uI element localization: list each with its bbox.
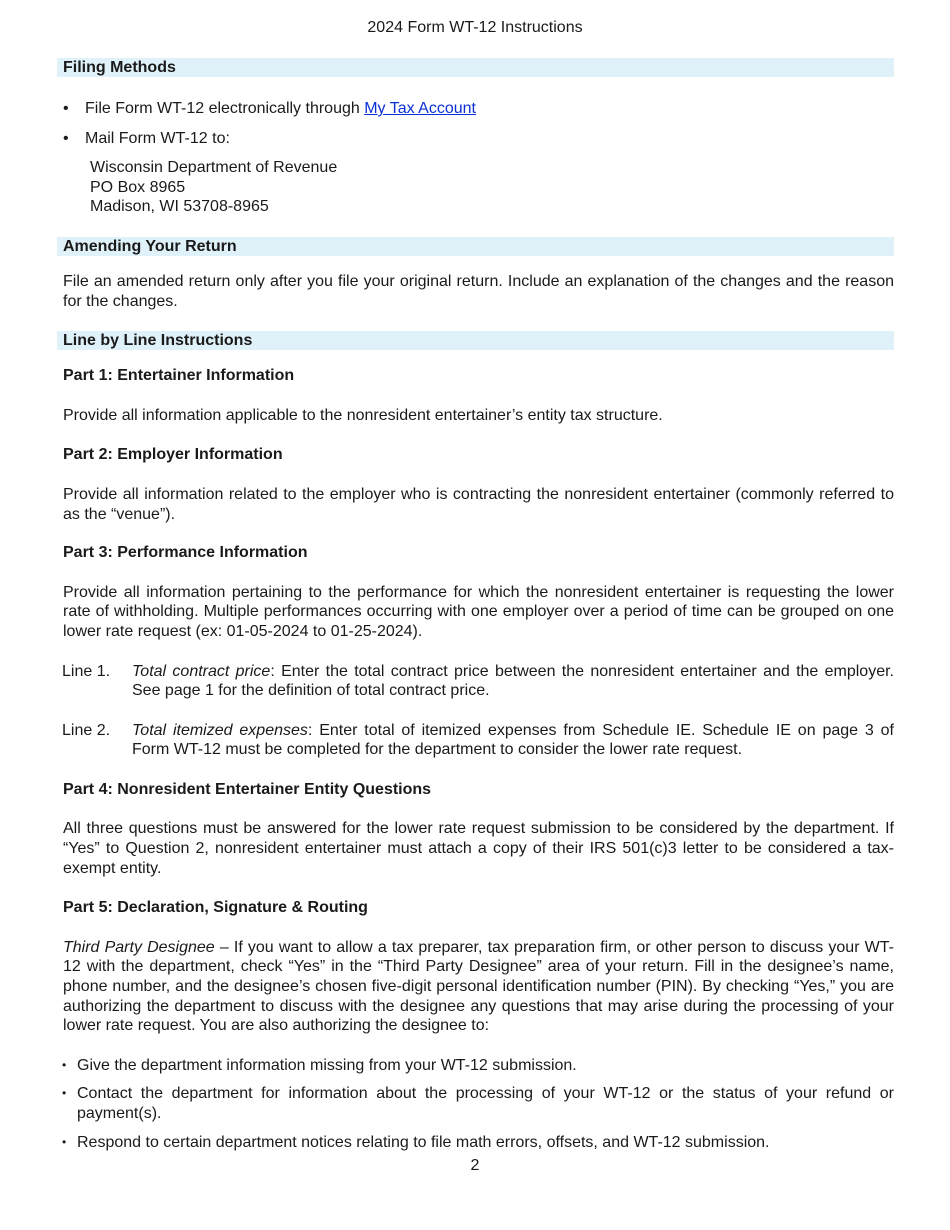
section-header-line-by-line: Line by Line Instructions bbox=[57, 331, 894, 350]
filing-method-electronic bbox=[57, 99, 894, 119]
line1-instruction bbox=[57, 662, 894, 701]
section-header-amending: Amending Your Return bbox=[57, 237, 894, 256]
section-header-filing-methods: Filing Methods bbox=[57, 58, 894, 77]
part4-paragraph: All three questions must be answered for the lower rate request submission to be considered by the department. If “Yes” to Question 2, nonresident entertainer must attach a copy of their IRS 501(c)3 letter to be considered a tax-exempt entity. bbox=[63, 820, 894, 877]
part2-title: Part 2: Employer Information bbox=[63, 446, 283, 464]
my-tax-account-link[interactable]: My Tax Account bbox=[364, 100, 476, 117]
line1-text: : Enter the total contract price between the nonresident entertainer and the employer. See page 1 for the definition of total contract price. bbox=[132, 662, 894, 700]
filing-methods-list bbox=[57, 99, 894, 148]
part5-term: Third Party Designee bbox=[63, 938, 215, 956]
part3-title: Part 3: Performance Information bbox=[63, 544, 308, 562]
part2-paragraph: Provide all information related to the employer who is contracting the nonresident entertainer (commonly referred to as the “venue”). bbox=[63, 485, 894, 523]
address-line: PO Box 8965 bbox=[90, 178, 186, 196]
part5-paragraph bbox=[63, 938, 894, 1036]
part1-title: Part 1: Entertainer Information bbox=[63, 367, 295, 385]
line1-term: Total contract price bbox=[132, 662, 271, 680]
running-title: 2024 Form WT-12 Instructions bbox=[367, 19, 583, 36]
address-line: Wisconsin Department of Revenue bbox=[90, 159, 338, 177]
part5-text: – If you want to allow a tax preparer, tax preparation firm, or other person to discuss your WT-12 with the department, check “Yes” in the “Third Party Designee” area of your return. Fill in the designee’s name, phone number, and the designee’s chosen five-digit personal identification number (PIN). By checking “Yes,” you are authorizing the department to discuss with the designee any questions that may arise during the processing of your lower rate request. You are also authorizing the designee to: bbox=[63, 938, 894, 1035]
list-item: • Give the department information missing from your WT-12 submission. bbox=[57, 1056, 894, 1076]
list-item: • Contact the department for information about the processing of your WT-12 or the status of your refund or payment(s). bbox=[57, 1084, 894, 1123]
mailing-address bbox=[57, 158, 894, 217]
line1-label: Line 1. bbox=[62, 662, 111, 680]
address-line: Madison, WI 53708-8965 bbox=[90, 198, 269, 216]
page-content bbox=[57, 58, 894, 1152]
filing-method-mail: • Mail Form WT-12 to: bbox=[57, 129, 894, 149]
part5-title: Part 5: Declaration, Signature & Routing bbox=[63, 899, 368, 917]
line2-label: Line 2. bbox=[62, 721, 111, 739]
amending-paragraph: File an amended return only after you file your original return. Include an explanation of the changes and the reason for the changes. bbox=[63, 272, 894, 310]
filing-method-electronic-text: File Form WT-12 electronically through bbox=[85, 100, 365, 117]
part3-paragraph: Provide all information pertaining to the performance for which the nonresident entertainer is requesting the lower rate of withholding. Multiple performances occurring with one employer over a period of time can be grouped on one lower rate request (ex: 01-05-2024 to 01-25-2024). bbox=[63, 583, 894, 640]
part4-title: Part 4: Nonresident Entertainer Entity Questions bbox=[63, 780, 432, 798]
list-item: • Respond to certain department notices relating to file math errors, offsets, and WT-12 submission. bbox=[57, 1133, 894, 1153]
page-number: 2 bbox=[470, 1157, 480, 1174]
line2-instruction bbox=[57, 721, 894, 760]
line2-text: : Enter total of itemized expenses from Schedule IE. Schedule IE on page 3 of Form WT-12 must be completed for the department to consider the lower rate request. bbox=[132, 721, 895, 759]
line2-term: Total itemized expenses bbox=[132, 721, 308, 739]
part1-paragraph: Provide all information applicable to the nonresident entertainer’s entity tax structure. bbox=[63, 406, 663, 424]
designee-authorization-list bbox=[57, 1056, 894, 1152]
